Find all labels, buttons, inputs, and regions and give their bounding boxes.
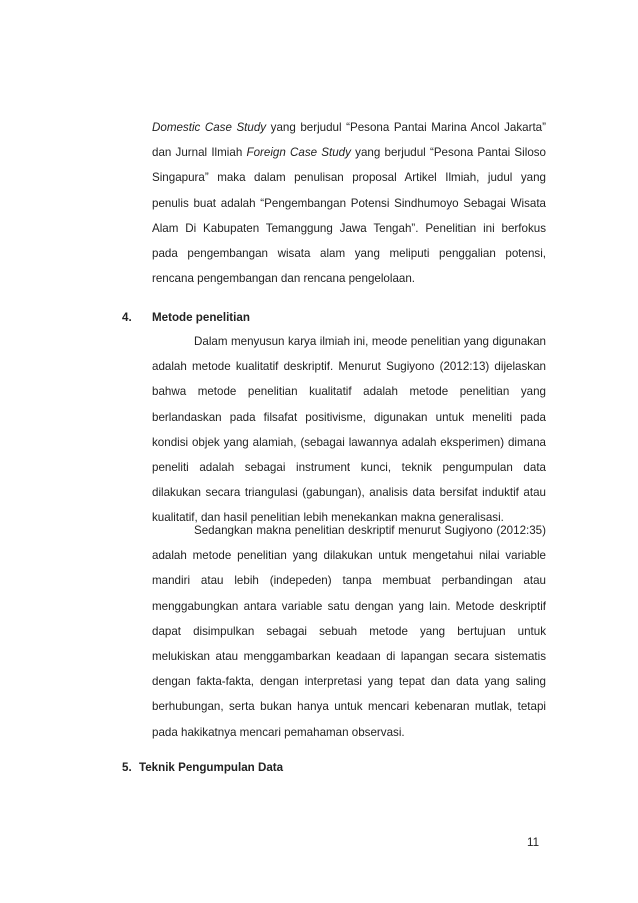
intro-line-1-italic: Domestic Case Study xyxy=(152,121,267,134)
section-4-number: 4. xyxy=(122,311,132,324)
p2-line-7: dengan fakta-fakta, dengan interpretasi yang tepat dan data yang saling xyxy=(152,675,546,689)
intro-line-5: Alam Di Kabupaten Temanggung Jawa Tengah”. Penelitian ini berfokus xyxy=(152,221,546,235)
intro-line-2-italic: Foreign Case Study xyxy=(246,146,351,160)
p1-line-2: adalah metode kualitatif deskriptif. Menurut Sugiyono (2012:13) dijelaskan xyxy=(152,360,546,374)
p2-line-4: menggabungkan antara variable satu dengan yang lain. Metode deskriptif xyxy=(152,599,546,613)
p2-line-1: Sedangkan makna penelitian deskriptif menurut Sugiyono (2012:35) xyxy=(194,524,546,537)
intro-line-6: pada pengembangan wisata alam yang meliputi penggalian potensi, xyxy=(152,246,546,260)
page-number: 11 xyxy=(527,836,540,849)
intro-line-1 xyxy=(152,115,546,140)
intro-line-2-text-a: dan Jurnal Ilmiah xyxy=(152,146,247,160)
p2-line-2: adalah metode penelitian yang dilakukan untuk mengetahui nilai variable xyxy=(152,549,546,563)
intro-line-2 xyxy=(152,140,546,165)
p1-line-8: kualitatif, dan hasil penelitian lebih menekankan makna generalisasi. xyxy=(152,511,504,525)
p1-line-1: Dalam menyusun karya ilmiah ini, meode penelitian yang digunakan xyxy=(194,335,546,348)
section-5-title: Teknik Pengumpulan Data xyxy=(139,761,284,774)
section-5-heading xyxy=(122,758,283,778)
p2-line-3: mandiri atau lebih (indepeden) tanpa membuat perbandingan atau xyxy=(152,574,546,588)
p2-line-8: berhubungan, serta bukan hanya untuk mencari kebenaran mutlak, tetapi xyxy=(152,700,546,714)
intro-line-4: penulis buat adalah “Pengembangan Potensi Sindhumoyo Sebagai Wisata xyxy=(152,196,546,210)
p2-line-5: dapat disimpulkan sebagai sebuah metode yang bertujuan untuk xyxy=(152,624,546,638)
p1-line-4: berlandaskan pada filsafat positivisme, digunakan untuk meneliti pada xyxy=(152,410,546,424)
intro-line-1-text: yang berjudul “Pesona Pantai Marina Ancol Jakarta” xyxy=(266,121,546,134)
p1-line-7: dilakukan secara triangulasi (gabungan), analisis data bersifat induktif atau xyxy=(152,486,546,500)
p1-line-6: peneliti adalah sebagai instrument kunci, teknik pengumpulan data xyxy=(152,460,546,474)
section-4-heading xyxy=(122,308,250,328)
intro-line-2-text-b: yang berjudul “Pesona Pantai Siloso xyxy=(350,146,547,160)
intro-line-3: Singapura” maka dalam penulisan proposal Artikel Ilmiah, judul yang xyxy=(152,171,546,185)
method-paragraph-2 xyxy=(152,518,546,745)
section-4-title: Metode penelitian xyxy=(152,311,250,324)
p2-line-6: melukiskan atau menggambarkan keadaan di lapangan secara sistematis xyxy=(152,649,546,663)
p1-line-5: kondisi objek yang alamiah, (sebagai lawannya adalah eksperimen) dimana xyxy=(152,435,546,449)
p1-line-3: bahwa metode penelitian kualitatif adalah metode penelitian yang xyxy=(152,385,546,399)
intro-paragraph xyxy=(152,115,546,291)
method-paragraph-1 xyxy=(152,329,546,531)
p2-line-9: pada hakikatnya mencari pemahaman observasi. xyxy=(152,725,405,739)
intro-line-7: rencana pengembangan dan rencana pengelolaan. xyxy=(152,272,416,286)
section-5-number: 5. xyxy=(122,761,132,774)
